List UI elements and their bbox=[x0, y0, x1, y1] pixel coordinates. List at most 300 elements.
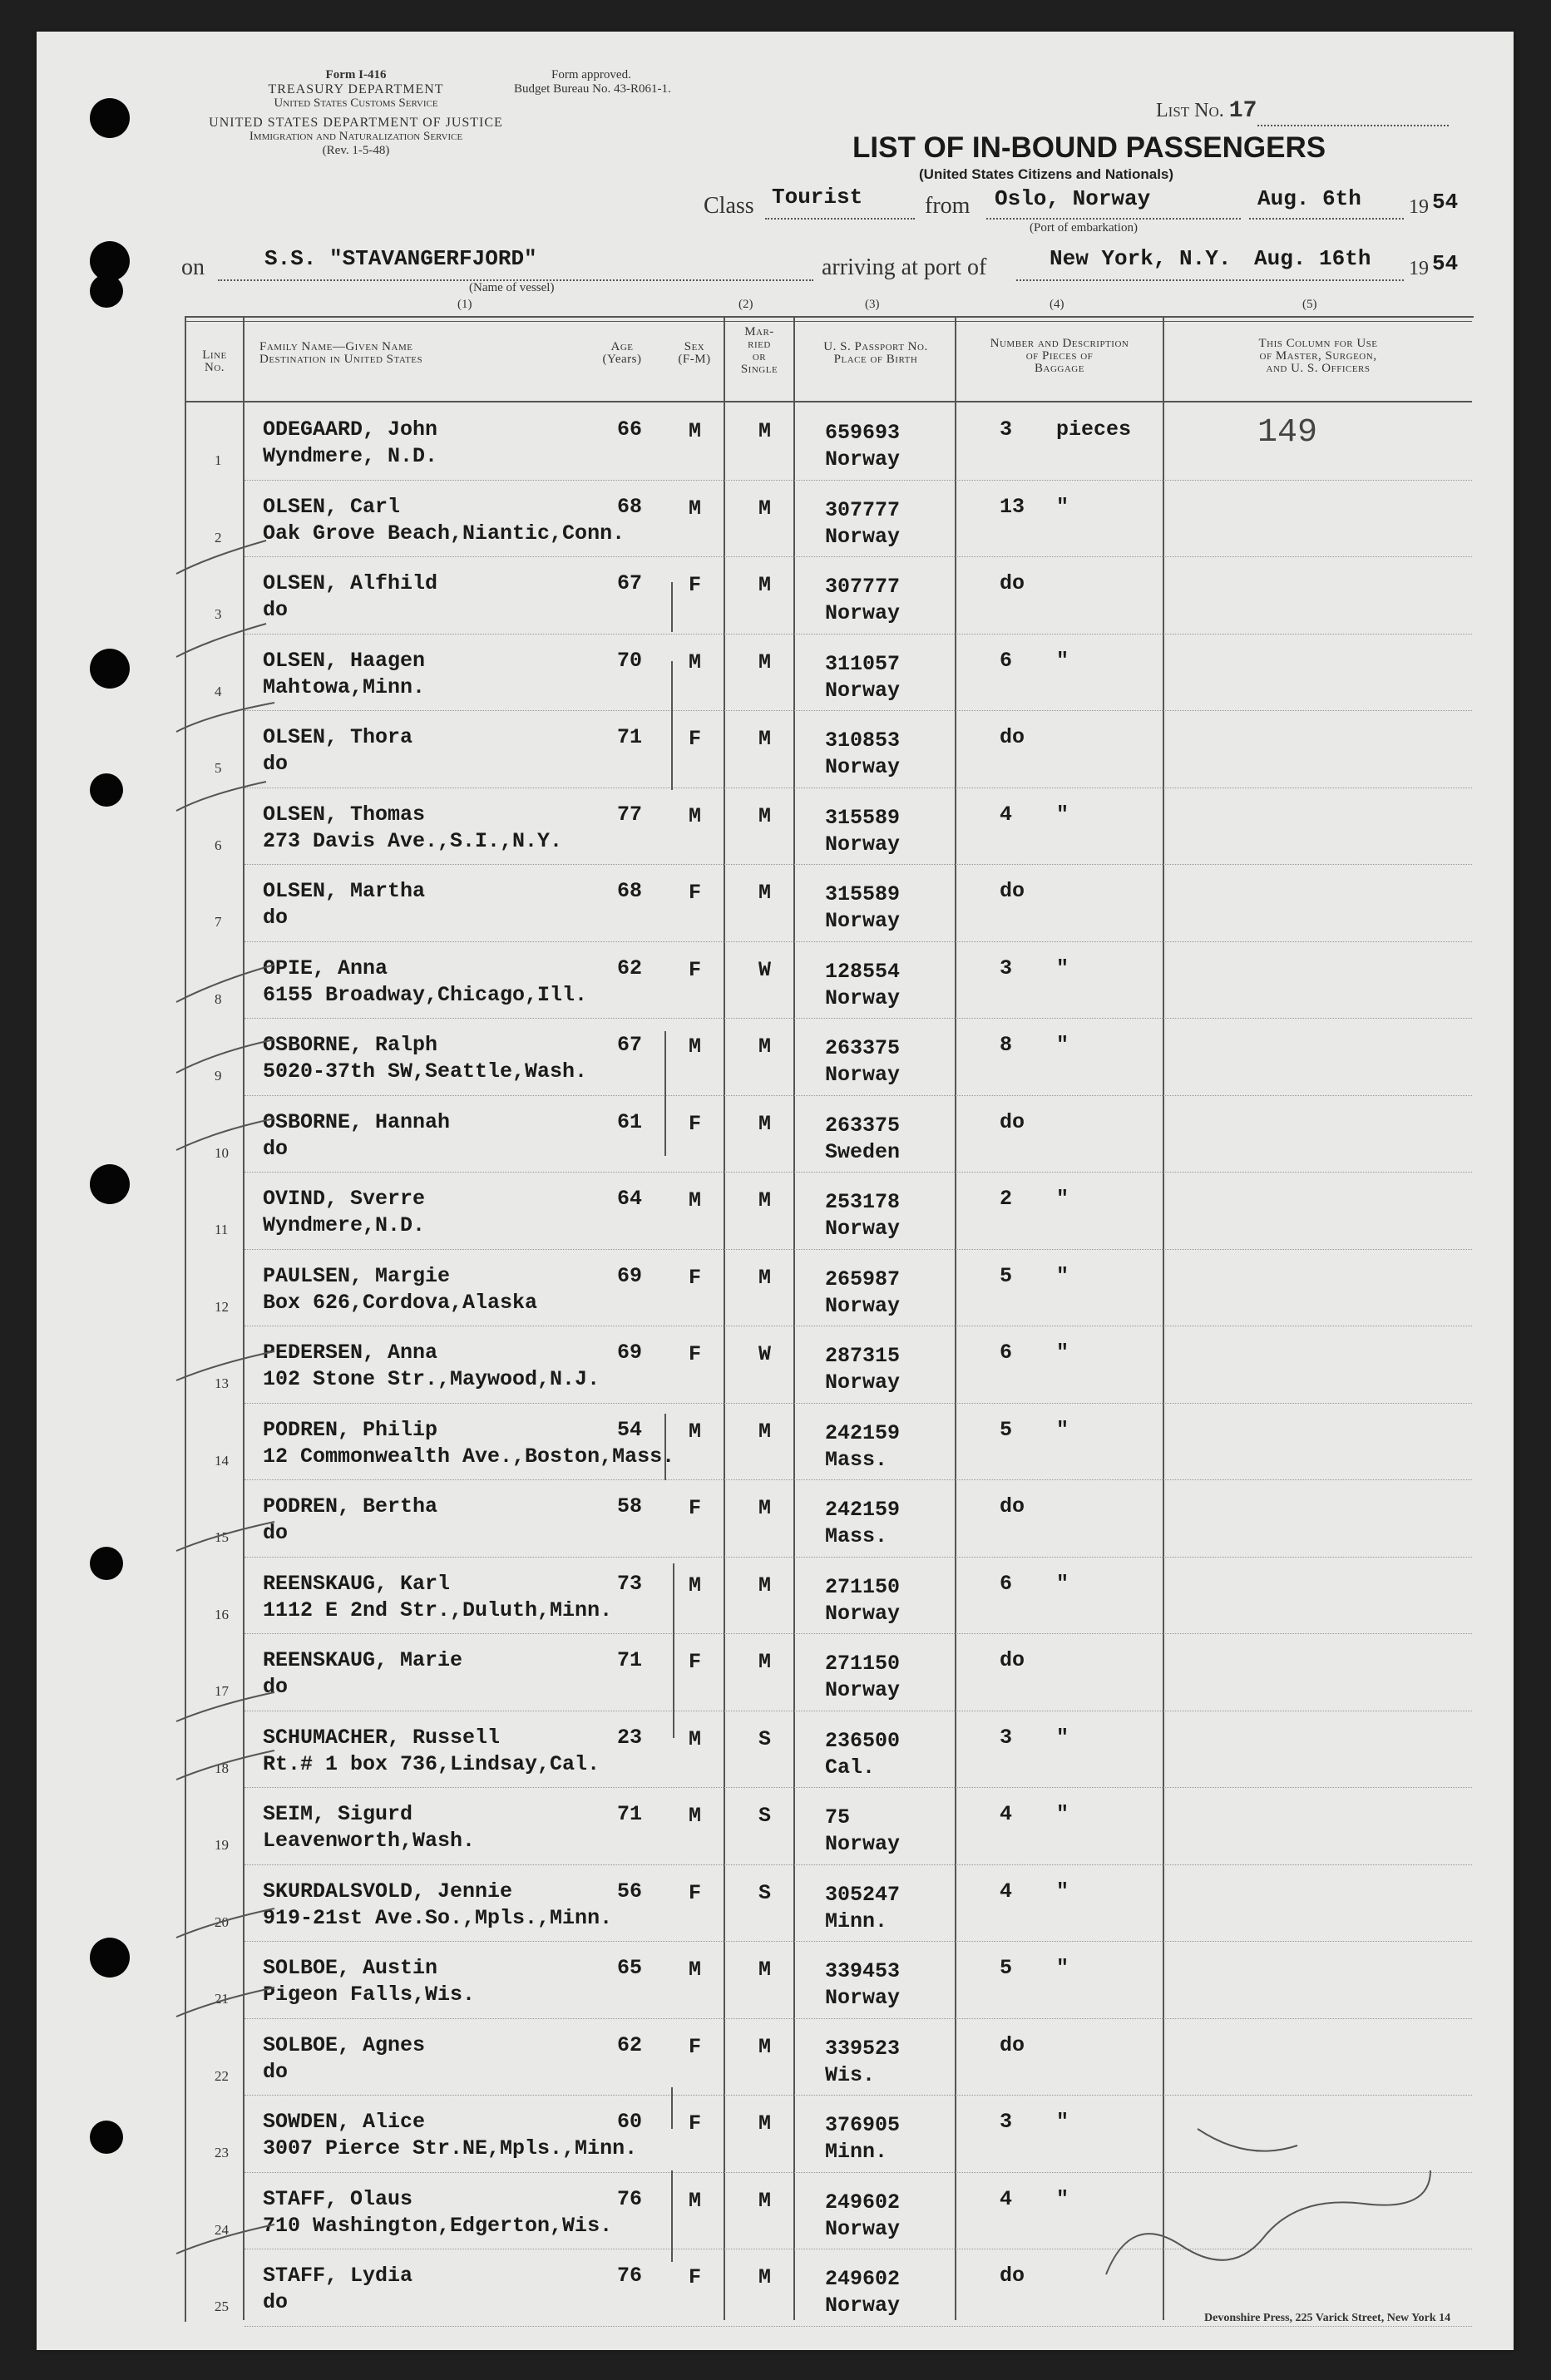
passport-number: 128554 bbox=[825, 959, 901, 984]
passenger-name: STAFF, Lydia bbox=[263, 2264, 413, 2288]
baggage-description: " bbox=[1056, 1187, 1069, 1211]
pencil-signature bbox=[1198, 2129, 1297, 2151]
line-number: 19 bbox=[215, 1837, 229, 1853]
passenger-age: 69 bbox=[617, 1263, 643, 1288]
line-number: 7 bbox=[215, 914, 222, 930]
baggage-description: " bbox=[1056, 648, 1069, 673]
birthplace-header: Place of Birth bbox=[833, 353, 918, 366]
passport-number: 253178 bbox=[825, 1190, 901, 1214]
baggage-count: do bbox=[1000, 879, 1025, 903]
on-label: on bbox=[181, 254, 205, 280]
passenger-sex: F bbox=[689, 1496, 702, 1520]
place-of-birth: Mass. bbox=[825, 1447, 888, 1472]
marital-status: M bbox=[758, 1958, 772, 1982]
baggage-description: " bbox=[1056, 1725, 1069, 1750]
passenger-destination: 273 Davis Ave.,S.I.,N.Y. bbox=[263, 828, 563, 853]
passenger-age: 68 bbox=[617, 879, 643, 903]
place-of-birth: Norway bbox=[825, 524, 901, 549]
passenger-destination: Mahtowa,Minn. bbox=[263, 674, 426, 699]
place-of-birth: Minn. bbox=[825, 2140, 888, 2164]
baggage-description: " bbox=[1056, 955, 1069, 980]
passenger-sex: M bbox=[689, 649, 702, 674]
passenger-name: OSBORNE, Hannah bbox=[263, 1109, 451, 1134]
marital-status: M bbox=[758, 573, 772, 597]
passenger-destination: do bbox=[263, 1675, 289, 1699]
passport-number: 310853 bbox=[825, 728, 901, 753]
married-header-3: or bbox=[752, 350, 767, 363]
pencil-signature bbox=[1106, 2170, 1430, 2274]
passenger-destination: do bbox=[263, 598, 289, 622]
passenger-name: OLSEN, Carl bbox=[263, 494, 401, 519]
passport-number: 376905 bbox=[825, 2113, 901, 2137]
pencil-tick bbox=[176, 624, 266, 657]
from-label: from bbox=[925, 193, 971, 219]
passenger-age: 67 bbox=[617, 1033, 643, 1057]
passenger-age: 76 bbox=[617, 2264, 643, 2288]
line-number: 24 bbox=[215, 2221, 229, 2238]
marital-status: M bbox=[758, 1419, 772, 1444]
sex-header: Sex bbox=[684, 340, 705, 353]
passport-number: 307777 bbox=[825, 575, 901, 599]
marital-status: M bbox=[758, 2188, 772, 2213]
baggage-count: 3 bbox=[1000, 417, 1013, 442]
baggage-description: " bbox=[1056, 1879, 1069, 1904]
passenger-name: OLSEN, Thomas bbox=[263, 802, 426, 827]
marital-status: S bbox=[758, 1880, 772, 1905]
passenger-sex: M bbox=[689, 1188, 702, 1212]
place-of-birth: Norway bbox=[825, 1063, 901, 1087]
line-number: 18 bbox=[215, 1760, 229, 1776]
baggage-count: 3 bbox=[1000, 1725, 1013, 1750]
baggage-count: do bbox=[1000, 2264, 1025, 2288]
arrival-port: New York, N.Y. bbox=[1050, 246, 1232, 271]
passenger-destination: do bbox=[263, 1521, 289, 1545]
passenger-destination: do bbox=[263, 2290, 289, 2314]
passenger-age: 64 bbox=[617, 1187, 643, 1211]
baggage-count: 6 bbox=[1000, 1571, 1013, 1596]
passenger-sex: F bbox=[689, 1265, 702, 1290]
passenger-name: PAULSEN, Margie bbox=[263, 1263, 451, 1288]
form-revision: (Rev. 1-5-48) bbox=[322, 144, 390, 157]
passenger-destination: Oak Grove Beach,Niantic,Conn. bbox=[263, 521, 625, 546]
passenger-age: 65 bbox=[617, 1956, 643, 1980]
passport-number: 307777 bbox=[825, 497, 901, 522]
passenger-destination: 12 Commonwealth Ave.,Boston,Mass. bbox=[263, 1444, 675, 1469]
passenger-name: SKURDALSVOLD, Jennie bbox=[263, 1879, 513, 1904]
passport-number: 75 bbox=[825, 1805, 851, 1829]
passport-number: 287315 bbox=[825, 1344, 901, 1368]
passenger-name: OLSEN, Thora bbox=[263, 725, 413, 749]
passport-number: 249602 bbox=[825, 2190, 901, 2215]
customs-service: United States Customs Service bbox=[274, 96, 438, 110]
passenger-destination: do bbox=[263, 752, 289, 776]
passenger-name: OLSEN, Haagen bbox=[263, 648, 426, 673]
departure-date: Aug. 6th bbox=[1257, 186, 1361, 211]
age-unit-header: (Years) bbox=[602, 353, 642, 366]
baggage-count: 4 bbox=[1000, 2186, 1013, 2211]
marital-status: M bbox=[758, 1573, 772, 1597]
passenger-sex: F bbox=[689, 957, 702, 982]
place-of-birth: Norway bbox=[825, 2216, 901, 2241]
pencil-tick bbox=[176, 1522, 274, 1551]
place-of-birth: Norway bbox=[825, 2294, 901, 2318]
marital-status: S bbox=[758, 1726, 772, 1751]
baggage-description: " bbox=[1056, 1802, 1069, 1826]
marital-status: M bbox=[758, 2034, 772, 2059]
passenger-sex: M bbox=[689, 1419, 702, 1444]
baggage-count: 5 bbox=[1000, 1956, 1013, 1980]
vessel-name: S.S. "STAVANGERFJORD" bbox=[264, 246, 537, 271]
passport-number: 311057 bbox=[825, 651, 901, 676]
passport-number: 263375 bbox=[825, 1113, 901, 1138]
passport-header: U. S. Passport No. bbox=[823, 340, 928, 353]
pencil-tick bbox=[176, 1692, 274, 1721]
passenger-age: 58 bbox=[617, 1494, 643, 1518]
passenger-name: OLSEN, Martha bbox=[263, 879, 426, 903]
budget-line: Budget Bureau No. 43-R061-1. bbox=[514, 82, 671, 96]
baggage-description: pieces bbox=[1056, 417, 1132, 442]
place-of-birth: Norway bbox=[825, 1217, 901, 1241]
passenger-age: 62 bbox=[617, 2032, 643, 2057]
class-label: Class bbox=[704, 193, 754, 219]
depart-year: 54 bbox=[1432, 190, 1459, 215]
place-of-birth: Norway bbox=[825, 601, 901, 625]
destination-header: Destination in United States bbox=[259, 353, 423, 366]
passenger-destination: do bbox=[263, 1136, 289, 1161]
line-number: 11 bbox=[215, 1222, 229, 1237]
line-number: 17 bbox=[215, 1683, 229, 1699]
passenger-sex: F bbox=[689, 573, 702, 597]
baggage-count: do bbox=[1000, 1648, 1025, 1672]
baggage-description: " bbox=[1056, 2110, 1069, 2134]
baggage-count: 4 bbox=[1000, 1879, 1013, 1904]
passenger-destination: Leavenworth,Wash. bbox=[263, 1829, 476, 1853]
line-number: 4 bbox=[215, 683, 222, 699]
marital-status: M bbox=[758, 2265, 772, 2289]
marital-status: M bbox=[758, 1111, 772, 1136]
pencil-tick bbox=[176, 541, 266, 574]
pencil-tick bbox=[176, 965, 274, 1002]
place-of-birth: Wis. bbox=[825, 2062, 876, 2087]
passenger-age: 67 bbox=[617, 571, 643, 595]
passenger-destination: Pigeon Falls,Wis. bbox=[263, 1983, 476, 2007]
passenger-destination: Wyndmere, N.D. bbox=[263, 444, 438, 468]
passenger-name: SCHUMACHER, Russell bbox=[263, 1725, 501, 1750]
ins-service: Immigration and Naturalization Service bbox=[249, 130, 463, 143]
line-number: 10 bbox=[215, 1144, 229, 1161]
place-of-birth: Mass. bbox=[825, 1524, 888, 1548]
passenger-age: 73 bbox=[617, 1571, 643, 1596]
passenger-destination: 102 Stone Str.,Maywood,N.J. bbox=[263, 1367, 600, 1391]
passenger-name: SEIM, Sigurd bbox=[263, 1802, 413, 1826]
passport-number: 339453 bbox=[825, 1959, 901, 1983]
col-number-5: (5) bbox=[1302, 298, 1317, 311]
line-number: 8 bbox=[215, 990, 222, 1007]
passenger-destination: Wyndmere,N.D. bbox=[263, 1213, 426, 1237]
approval-line: Form approved. bbox=[551, 68, 631, 81]
pencil-tick bbox=[176, 1118, 274, 1150]
passenger-sex: F bbox=[689, 1111, 702, 1136]
passenger-age: 70 bbox=[617, 648, 643, 673]
line-number: 9 bbox=[215, 1068, 222, 1084]
passenger-name: OSBORNE, Ralph bbox=[263, 1033, 438, 1057]
baggage-count: 6 bbox=[1000, 1341, 1013, 1365]
place-of-birth: Minn. bbox=[825, 1908, 888, 1933]
passenger-name: SOLBOE, Austin bbox=[263, 1956, 438, 1980]
passenger-sex: M bbox=[689, 2188, 702, 2213]
married-header-4: Single bbox=[740, 363, 778, 376]
passenger-age: 71 bbox=[617, 1648, 643, 1672]
marital-status: M bbox=[758, 727, 772, 751]
list-no-value: 17 bbox=[1228, 98, 1257, 124]
place-of-birth: Norway bbox=[825, 1986, 901, 2010]
justice-dept: UNITED STATES DEPARTMENT OF JUSTICE bbox=[209, 116, 503, 130]
pencil-tick bbox=[176, 1750, 274, 1780]
passenger-sex: M bbox=[689, 496, 702, 521]
marital-status: M bbox=[758, 1496, 772, 1520]
passenger-name: OPIE, Anna bbox=[263, 955, 388, 980]
pencil-tick-marks bbox=[176, 541, 1430, 2274]
line-number: 2 bbox=[215, 529, 222, 546]
place-of-birth: Norway bbox=[825, 1370, 901, 1395]
passport-number: 315589 bbox=[825, 882, 901, 906]
place-of-birth: Norway bbox=[825, 1832, 901, 1856]
place-of-birth: Norway bbox=[825, 755, 901, 779]
officers-header-2: of Master, Surgeon, bbox=[1259, 349, 1377, 363]
age-header: Age bbox=[610, 340, 634, 353]
passenger-name: PODREN, Philip bbox=[263, 1417, 438, 1442]
place-of-birth: Sweden bbox=[825, 1139, 901, 1164]
passenger-destination: 1112 E 2nd Str.,Duluth,Minn. bbox=[263, 1597, 613, 1622]
passenger-name: PODREN, Bertha bbox=[263, 1494, 438, 1518]
line-number: 22 bbox=[215, 2067, 229, 2084]
baggage-count: 8 bbox=[1000, 1033, 1013, 1057]
page-subtitle: (United States Citizens and Nationals) bbox=[919, 166, 1174, 182]
baggage-count: do bbox=[1000, 571, 1025, 595]
baggage-count: 5 bbox=[1000, 1263, 1013, 1288]
passenger-sex: M bbox=[689, 1804, 702, 1828]
passenger-destination: 3007 Pierce Str.NE,Mpls.,Minn. bbox=[263, 2136, 638, 2160]
passenger-sex: F bbox=[689, 2111, 702, 2136]
baggage-count: do bbox=[1000, 2032, 1025, 2057]
passenger-destination: do bbox=[263, 906, 289, 930]
passport-number: 659693 bbox=[825, 421, 901, 445]
passenger-age: 23 bbox=[617, 1725, 643, 1750]
marital-status: W bbox=[758, 1342, 772, 1366]
passenger-destination: 5020-37th SW,Seattle,Wash. bbox=[263, 1059, 588, 1084]
marital-status: S bbox=[758, 1804, 772, 1828]
passenger-name: SOWDEN, Alice bbox=[263, 2110, 426, 2134]
baggage-count: 6 bbox=[1000, 648, 1013, 673]
line-number: 6 bbox=[215, 837, 222, 853]
passenger-destination: Box 626,Cordova,Alaska bbox=[263, 1290, 538, 1315]
baggage-count: 13 bbox=[1000, 494, 1025, 519]
baggage-count: 2 bbox=[1000, 1187, 1013, 1211]
arrival-date: Aug. 16th bbox=[1254, 246, 1371, 271]
place-of-birth: Norway bbox=[825, 678, 901, 703]
passenger-sex: M bbox=[689, 1573, 702, 1597]
line-number: 14 bbox=[215, 1452, 229, 1469]
passenger-destination: do bbox=[263, 2059, 289, 2084]
from-value: Oslo, Norway bbox=[995, 186, 1151, 211]
col-number-3: (3) bbox=[865, 298, 880, 311]
passenger-destination: 6155 Broadway,Chicago,Ill. bbox=[263, 982, 588, 1007]
line-number: 5 bbox=[215, 760, 222, 776]
passport-number: 242159 bbox=[825, 1498, 901, 1522]
marital-status: M bbox=[758, 1650, 772, 1674]
pencil-tick bbox=[176, 2221, 274, 2254]
marital-status: M bbox=[758, 881, 772, 905]
place-of-birth: Norway bbox=[825, 1601, 901, 1626]
pencil-tick bbox=[176, 1351, 274, 1380]
passport-number: 265987 bbox=[825, 1267, 901, 1291]
marital-status: M bbox=[758, 2111, 772, 2136]
col-number-4: (4) bbox=[1050, 298, 1064, 311]
baggage-count: 4 bbox=[1000, 1802, 1013, 1826]
officer-note: 149 bbox=[1257, 414, 1318, 452]
passport-number: 249602 bbox=[825, 2267, 901, 2291]
passenger-age: 62 bbox=[617, 955, 643, 980]
passenger-sex: F bbox=[689, 881, 702, 905]
officers-header-1: This Column for Use bbox=[1258, 337, 1378, 350]
passport-number: 339523 bbox=[825, 2036, 901, 2061]
passenger-sex: M bbox=[689, 1958, 702, 1982]
passenger-age: 56 bbox=[617, 1879, 643, 1904]
col-number-1: (1) bbox=[457, 298, 472, 311]
passenger-age: 66 bbox=[617, 417, 643, 442]
passenger-destination: 710 Washington,Edgerton,Wis. bbox=[263, 2213, 613, 2238]
line-number: 1 bbox=[215, 452, 222, 468]
name-header: Family Name—Given Name bbox=[259, 340, 413, 353]
passenger-age: 76 bbox=[617, 2186, 643, 2211]
line-number: 16 bbox=[215, 1606, 229, 1622]
form-number: Form I-416 bbox=[325, 68, 387, 81]
marital-status: M bbox=[758, 1034, 772, 1059]
baggage-description: " bbox=[1056, 1033, 1069, 1057]
marital-status: M bbox=[758, 419, 772, 443]
married-header-1: Mar- bbox=[744, 325, 774, 338]
passenger-sex: M bbox=[689, 419, 702, 443]
place-of-birth: Cal. bbox=[825, 1755, 876, 1780]
col-number-2: (2) bbox=[738, 298, 753, 311]
port-caption: (Port of embarkation) bbox=[1030, 221, 1138, 235]
pencil-tick bbox=[176, 1908, 274, 1938]
pencil-tick bbox=[176, 782, 266, 811]
marital-status: M bbox=[758, 1188, 772, 1212]
pencil-tick bbox=[176, 1987, 274, 2017]
line-number: 25 bbox=[215, 2299, 229, 2314]
passenger-sex: M bbox=[689, 1726, 702, 1751]
passport-number: 315589 bbox=[825, 805, 901, 830]
arrival-year-prefix: 19 bbox=[1409, 258, 1429, 279]
passenger-name: REENSKAUG, Karl bbox=[263, 1571, 451, 1596]
passenger-age: 71 bbox=[617, 725, 643, 749]
baggage-description: " bbox=[1056, 1341, 1069, 1365]
class-value: Tourist bbox=[772, 185, 863, 210]
passenger-sex: F bbox=[689, 727, 702, 751]
passenger-age: 54 bbox=[617, 1417, 643, 1442]
passenger-name: ODEGAARD, John bbox=[263, 417, 438, 442]
marital-status: W bbox=[758, 957, 772, 982]
passport-number: 236500 bbox=[825, 1728, 901, 1753]
passenger-name: STAFF, Olaus bbox=[263, 2186, 413, 2211]
baggage-count: 4 bbox=[1000, 802, 1013, 827]
baggage-header-3: Baggage bbox=[1035, 362, 1084, 375]
passenger-sex: F bbox=[689, 1342, 702, 1366]
passenger-sex: M bbox=[689, 1034, 702, 1059]
line-no-header: Line No. bbox=[202, 348, 227, 374]
baggage-count: do bbox=[1000, 1109, 1025, 1134]
pencil-tick bbox=[176, 703, 274, 732]
list-no-label: List No. bbox=[1156, 100, 1224, 121]
passport-number: 242159 bbox=[825, 1420, 901, 1445]
baggage-count: do bbox=[1000, 1494, 1025, 1518]
baggage-description: " bbox=[1056, 1571, 1069, 1596]
baggage-description: " bbox=[1056, 1956, 1069, 1980]
vessel-caption: (Name of vessel) bbox=[469, 281, 555, 294]
baggage-count: 3 bbox=[1000, 955, 1013, 980]
place-of-birth: Norway bbox=[825, 1293, 901, 1318]
passenger-destination: Rt.# 1 box 736,Lindsay,Cal. bbox=[263, 1751, 600, 1776]
passenger-name: OLSEN, Alfhild bbox=[263, 571, 438, 595]
officers-header-3: and U. S. Officers bbox=[1266, 362, 1371, 375]
sex-unit-header: (F-M) bbox=[678, 353, 711, 366]
marital-status: M bbox=[758, 649, 772, 674]
line-number: 20 bbox=[215, 1913, 229, 1930]
passenger-age: 69 bbox=[617, 1341, 643, 1365]
baggage-header-1: Number and Description bbox=[990, 337, 1129, 350]
passenger-age: 61 bbox=[617, 1109, 643, 1134]
marital-status: M bbox=[758, 803, 772, 828]
depart-year-prefix: 19 bbox=[1409, 196, 1429, 218]
passport-number: 271150 bbox=[825, 1574, 901, 1599]
baggage-description: " bbox=[1056, 802, 1069, 827]
place-of-birth: Norway bbox=[825, 447, 901, 472]
baggage-count: 3 bbox=[1000, 2110, 1013, 2134]
baggage-description: " bbox=[1056, 494, 1069, 519]
place-of-birth: Norway bbox=[825, 1678, 901, 1702]
passenger-sex: M bbox=[689, 803, 702, 828]
passenger-name: SOLBOE, Agnes bbox=[263, 2032, 426, 2057]
passenger-name: PEDERSEN, Anna bbox=[263, 1341, 438, 1365]
pencil-tick bbox=[176, 1039, 274, 1073]
passenger-age: 60 bbox=[617, 2110, 643, 2134]
place-of-birth: Norway bbox=[825, 985, 901, 1010]
arriving-label: arriving at port of bbox=[822, 254, 987, 280]
passport-number: 263375 bbox=[825, 1036, 901, 1060]
passenger-sex: F bbox=[689, 2265, 702, 2289]
married-header-2: ried bbox=[748, 338, 771, 351]
passenger-destination: 919-21st Ave.So.,Mpls.,Minn. bbox=[263, 1905, 613, 1930]
baggage-count: 5 bbox=[1000, 1417, 1013, 1442]
line-number: 3 bbox=[215, 606, 222, 622]
line-number: 15 bbox=[215, 1529, 229, 1545]
passenger-sex: F bbox=[689, 1650, 702, 1674]
marital-status: M bbox=[758, 496, 772, 521]
baggage-description: " bbox=[1056, 2186, 1069, 2211]
passenger-age: 71 bbox=[617, 1802, 643, 1826]
passport-number: 271150 bbox=[825, 1652, 901, 1676]
line-number: 21 bbox=[215, 1991, 229, 2007]
arrival-year: 54 bbox=[1432, 251, 1459, 276]
line-number: 12 bbox=[215, 1298, 229, 1315]
place-of-birth: Norway bbox=[825, 909, 901, 933]
treasury-dept: TREASURY DEPARTMENT bbox=[268, 82, 444, 96]
passport-number: 305247 bbox=[825, 1882, 901, 1907]
passenger-age: 77 bbox=[617, 802, 643, 827]
marital-status: M bbox=[758, 1265, 772, 1290]
place-of-birth: Norway bbox=[825, 832, 901, 857]
